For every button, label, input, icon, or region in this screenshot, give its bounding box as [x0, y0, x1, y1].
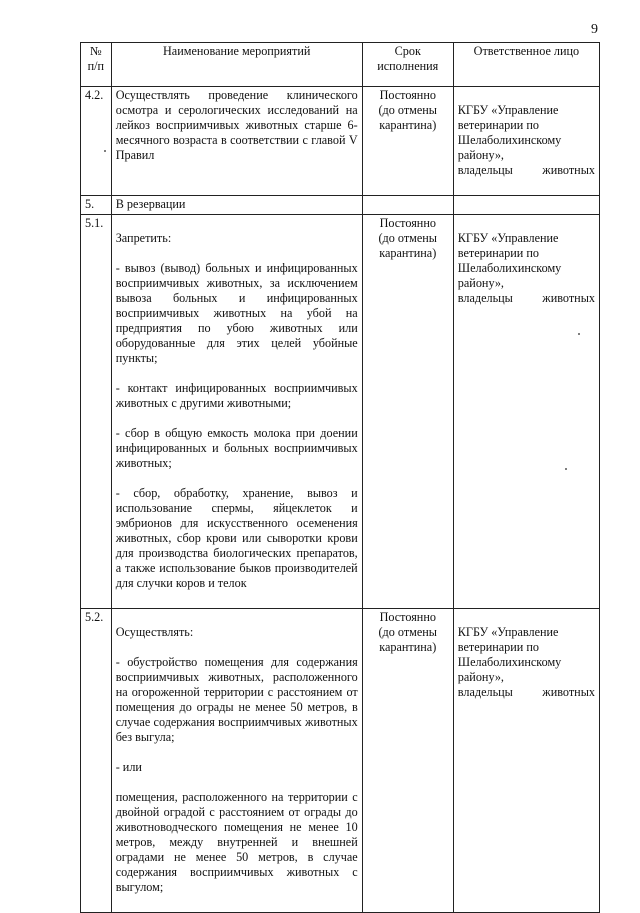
row-name: [111, 215, 362, 609]
row-num: 5.2.: [81, 609, 112, 913]
table-row: [81, 609, 600, 913]
row-term: Постоянно (до отмены карантина): [362, 87, 453, 196]
row-name: В резервации: [111, 196, 362, 215]
table-row: [81, 87, 600, 196]
header-term: Срок исполнения: [362, 43, 453, 87]
scan-speck: [565, 468, 567, 470]
row-num: 5.: [81, 196, 112, 215]
list-item: - обустройство помещения для содержания восприимчивых животных, расположенного на огороженной территории с расстоянием от помещения до ограды не менее 50 метров, в случае содержания восприимчивых животных без выгула;: [115, 655, 358, 744]
list-item: - или: [115, 760, 142, 774]
list-item: - сбор в общую емкость молока при доении инфицированных и больных восприимчивых животных;: [115, 426, 358, 470]
row-intro: Осуществлять:: [115, 625, 194, 639]
responsible-owners: владельцы животных: [457, 163, 595, 177]
row-term-empty: [362, 196, 453, 215]
measures-table: [80, 42, 600, 913]
row-name: [111, 609, 362, 913]
page-number: 9: [591, 22, 598, 37]
row-responsible-empty: [453, 196, 599, 215]
scan-speck: [104, 150, 106, 152]
row-responsible: [453, 609, 599, 913]
table-row: [81, 215, 600, 609]
responsible-org: КГБУ «Управление ветеринарии по Шелаболихинскому району»,: [457, 625, 562, 684]
header-num: № п/п: [81, 43, 112, 87]
responsible-owners: владельцы животных: [457, 291, 595, 305]
row-intro: Запретить:: [115, 231, 172, 245]
row-num: 5.1.: [81, 215, 112, 609]
responsible-org: КГБУ «Управление ветеринарии по Шелаболихинскому району»,: [457, 231, 562, 290]
table-header-row: [81, 43, 600, 87]
header-responsible: Ответственное лицо: [453, 43, 599, 87]
row-term: Постоянно (до отмены карантина): [362, 215, 453, 609]
responsible-owners: владельцы животных: [457, 685, 595, 699]
scan-speck: [578, 333, 580, 335]
row-responsible: [453, 215, 599, 609]
list-item: - контакт инфицированных восприимчивых животных с другими животными;: [115, 381, 358, 410]
row-term: Постоянно (до отмены карантина): [362, 609, 453, 913]
list-item: помещения, расположенного на территории с двойной оградой с расстоянием от ограды до животноводческого помещения не менее 10 метров, между внутренней и внешней оградами не менее 50 метров, в случае содержания восприимчивых животных с выгулом;: [115, 790, 358, 894]
header-name: Наименование мероприятий: [111, 43, 362, 87]
row-name: Осуществлять проведение клинического осмотра и серологических исследований на лейкоз восприимчивых животных старше 6-месячного возраста в соответствии с главой V Правил: [111, 87, 362, 196]
responsible-org: КГБУ «Управление ветеринарии по Шелаболихинскому району»,: [457, 103, 562, 162]
row-responsible: [453, 87, 599, 196]
list-item: - сбор, обработку, хранение, вывоз и использование спермы, яйцеклеток и эмбрионов для искусственного осеменения животных, сбор крови или сыворотки крови для производства биологических препаратов, а также использование быков производителей для случки коров и телок: [115, 486, 358, 590]
row-num: 4.2.: [81, 87, 112, 196]
list-item: - вывоз (вывод) больных и инфицированных восприимчивых животных, за исключением вывоза больных и инфицированных восприимчивых животных на убой на предприятия по убою животных или оборудованные для этих целей убойные пункты;: [115, 261, 358, 365]
table-row-section: [81, 196, 600, 215]
